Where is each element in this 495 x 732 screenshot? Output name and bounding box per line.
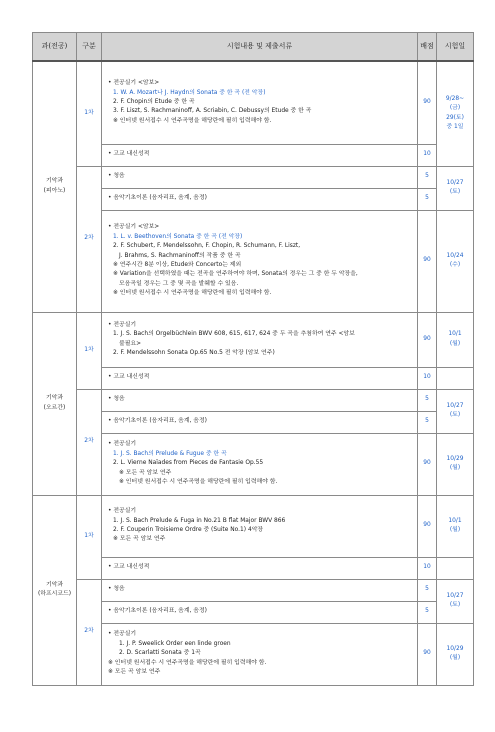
organ-r1-practical-row: [33, 312, 474, 367]
content-line: ※ 모든 곡 암보 연주: [108, 669, 161, 676]
header-dept: 과(전공): [33, 33, 77, 62]
listening-text: • 청음: [102, 389, 418, 411]
theory-text: • 음악기초이론 (음자리표, 음계, 음정): [102, 188, 418, 210]
dept-harpsichord: [33, 495, 77, 685]
harpsichord-r2-content: [102, 623, 418, 685]
score-cell: 90: [418, 433, 437, 495]
content-line: 1. J. P. Sweelick Order een linde groen: [119, 640, 231, 647]
content-line: • 전공실기: [108, 321, 137, 328]
header-row: [33, 33, 474, 62]
header-round: 구분: [77, 33, 102, 62]
round-piano-2: 2차: [77, 166, 102, 312]
record-text: • 고교 내신성적: [102, 144, 418, 166]
organ-r2-listening-row: [33, 389, 474, 411]
content-line: ※ 연주시간 8분 이상, Etude와 Concerto는 제외: [113, 262, 242, 268]
score-cell: 5: [418, 579, 437, 601]
header-score: 배점: [418, 33, 437, 62]
round-organ-2: 2차: [77, 389, 102, 495]
date-text: 10/1 (월): [448, 517, 462, 533]
date-text: 10/27 (토): [446, 402, 464, 418]
content-line: 2. L. Vierne Naïades from Pieces de Fantasie Op.55: [113, 460, 264, 467]
content-line: • 전공실기: [108, 631, 137, 638]
piano-r2-content: [102, 210, 418, 312]
content-line: ※ 인터넷 원서접수 시 연주곡명을 해당란에 필히 입력해야 함.: [119, 479, 278, 486]
score-cell: 5: [418, 411, 437, 433]
content-line: 2. F. Schubert, F. Mendelssohn, F. Chopin, R. Schumann, F. Liszt,: [113, 243, 301, 250]
dept-harpsichord-label: 기악과 (하프시코드): [37, 581, 72, 597]
date-text: 10/24 (수): [446, 252, 464, 268]
date-text: 10/29 (월): [446, 645, 464, 661]
content-line: J. Brahms, S. Rachmaninoff의 작품 중 한 곡: [119, 252, 241, 259]
content-line: 1. J. S. Bach의 Prelude & Fugue 중 한 곡: [113, 450, 227, 457]
date-text: 10/27 (토): [446, 179, 464, 195]
content-line: ※ 인터넷 원서접수 시 연주곡명을 해당란에 필히 입력해야 함.: [108, 659, 267, 666]
round-harpsichord-2: 2차: [77, 579, 102, 685]
date-cell: [437, 433, 474, 495]
content-line: ※ 모든 곡 암보 연주: [113, 536, 166, 543]
date-cell: [437, 623, 474, 685]
score-cell: 5: [418, 601, 437, 623]
date-cell: [437, 210, 474, 312]
content-line: 2. D. Scarlatti Sonata 중 1곡: [119, 650, 201, 657]
score-cell: 5: [418, 188, 437, 210]
content-line: 2. F. Chopin의 Etude 중 한 곡: [113, 99, 195, 106]
round-piano-1: 1차: [77, 61, 102, 166]
content-line: • 전공실기: [108, 441, 137, 448]
dept-piano-label: 기악과 (피아노): [43, 178, 66, 194]
content-line: 모음곡일 경우는 그 중 몇 곡을 발췌할 수 있음.: [119, 280, 239, 287]
harpsichord-r2-listening-row: [33, 579, 474, 601]
score-cell: 90: [418, 61, 437, 144]
record-text: • 고교 내신성적: [102, 557, 418, 579]
date-text: 10/27 (토): [446, 592, 464, 608]
content-line: 2. F. Mendelssohn Sonata Op.65 No.5 전 악장 (암보 연주): [113, 349, 275, 356]
organ-r1-content: [102, 312, 418, 367]
content-line: • 전공실기 <암보>: [108, 224, 160, 231]
listening-text: • 청음: [102, 166, 418, 188]
score-cell: 10: [418, 144, 437, 166]
dept-organ-label: 기악과 (오르간): [43, 395, 66, 411]
date-cell: [437, 389, 474, 433]
date-cell: [437, 61, 474, 166]
piano-r1-practical-row: [33, 61, 474, 144]
content-line: 3. F. Liszt, S. Rachmaninoff, A. Scriabin, C. Debussy의 Etude 중 한 곡: [113, 108, 312, 115]
header-content: 시험내용 및 제출서류: [102, 33, 418, 62]
theory-text: • 음악기초이론 (음자리표, 음계, 음정): [102, 601, 418, 623]
date-cell: [437, 312, 474, 367]
theory-text: • 음악기초이론 (음자리표, 음계, 음정): [102, 411, 418, 433]
score-cell: 90: [418, 210, 437, 312]
score-cell: 90: [418, 312, 437, 367]
content-line: • 전공실기: [108, 508, 137, 515]
content-line: 1. W. A. Mozart나 J. Haydn의 Sonata 중 한 곡 (전 악장): [113, 89, 266, 96]
content-line: ※ 인터넷 원서접수 시 연주곡명을 해당란에 필히 입력해야 함.: [113, 290, 272, 297]
content-line: 불필요>: [119, 340, 142, 347]
dept-organ: [33, 312, 77, 495]
listening-text: • 청음: [102, 579, 418, 601]
content-line: ※ Variation을 선택하였을 때는 전곡을 연주하여야 하며, Sonata의 경우는 그 중 한 두 악장을,: [113, 271, 358, 278]
date-cell: [437, 579, 474, 623]
content-line: ※ 인터넷 원서접수 시 연주곡명을 해당란에 필히 입력해야 함.: [113, 117, 272, 124]
date-text: 10/1 (월): [448, 331, 462, 347]
round-harpsichord-1: 1차: [77, 495, 102, 579]
score-cell: 90: [418, 495, 437, 557]
content-line: ※ 모든 곡 암보 연주: [119, 469, 172, 476]
score-cell: 90: [418, 623, 437, 685]
score-cell: 5: [418, 166, 437, 188]
date-cell: [437, 166, 474, 210]
exam-table: [32, 32, 474, 686]
date-text: 10/29 (월): [446, 455, 464, 471]
dept-piano: [33, 61, 77, 312]
round-organ-1: 1차: [77, 312, 102, 389]
piano-r1-content: [102, 61, 418, 144]
harpsichord-r1-content: [102, 495, 418, 557]
content-line: • 전공실기 <암보>: [108, 80, 160, 87]
empty-date-cell: [437, 557, 474, 579]
record-text: • 고교 내신성적: [102, 367, 418, 389]
harpsichord-r1-practical-row: [33, 495, 474, 557]
empty-date-cell: [437, 367, 474, 389]
content-line: 1. J. S. Bach Prelude & Fuga in No.21 B flat Major BWV 866: [113, 517, 286, 524]
score-cell: 10: [418, 367, 437, 389]
content-line: 1. J. S. Bach의 Orgelbüchlein BWV 608, 615, 617, 624 중 두 곡을 추첨하여 연주 <암보: [113, 331, 355, 338]
organ-r2-content: [102, 433, 418, 495]
content-line: 1. L. v. Beethoven의 Sonata 중 한 곡 (전 악장): [113, 233, 243, 240]
header-date: 시험일: [437, 33, 474, 62]
date-cell: [437, 495, 474, 557]
piano-r2-listening-row: [33, 166, 474, 188]
score-cell: 5: [418, 389, 437, 411]
date-text: 9/28~ (금) 29(토) 중 1일: [445, 95, 465, 131]
content-line: 2. F. Couperin Troisieme Ordre 중 (Suite No.1) 4악장: [113, 527, 264, 533]
score-cell: 10: [418, 557, 437, 579]
